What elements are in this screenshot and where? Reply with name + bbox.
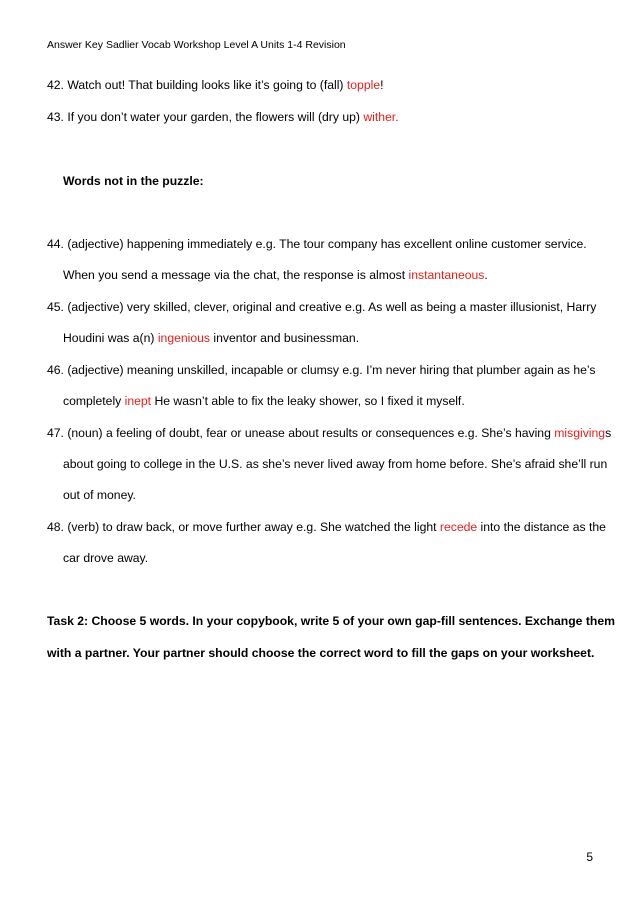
q48-line1 xyxy=(47,519,606,535)
q48-answer: recede xyxy=(439,520,478,534)
document-header: Answer Key Sadlier Vocab Workshop Level A Units 1-4 Revision xyxy=(47,39,346,51)
q45-line2-after: inventor and businessman. xyxy=(210,331,360,345)
question-42 xyxy=(47,77,384,93)
q44-line2-after: . xyxy=(484,268,488,282)
q46-line2-before: completely xyxy=(63,394,125,408)
q42-after: ! xyxy=(380,78,384,92)
q44-answer: instantaneous xyxy=(408,268,485,282)
task2-line2: with a partner. Your partner should choose the correct word to fill the gaps on your worksheet. xyxy=(47,646,595,660)
q45-line2 xyxy=(63,330,359,346)
page-number: 5 xyxy=(586,850,593,864)
q42-answer: topple xyxy=(346,78,381,92)
q47-line1-before: 47. (noun) a feeling of doubt, fear or unease about results or consequences e.g. She’s having xyxy=(47,426,555,440)
task2-line1: Task 2: Choose 5 words. In your copybook, write 5 of your own gap-fill sentences. Exchange them xyxy=(47,614,615,628)
q47-line1-after: s xyxy=(605,426,612,440)
q45-answer: ingenious xyxy=(157,331,211,345)
q44-line1: 44. (adjective) happening immediately e.g. The tour company has excellent online customer service. xyxy=(47,237,587,251)
q46-line1: 46. (adjective) meaning unskilled, incapable or clumsy e.g. I’m never hiring that plumber again as he’s xyxy=(47,363,596,377)
q46-answer: inept xyxy=(124,394,152,408)
q43-answer: wither. xyxy=(363,110,399,124)
q47-line1 xyxy=(47,425,611,441)
q46-line2-after: He wasn’t able to fix the leaky shower, so I fixed it myself. xyxy=(151,394,465,408)
q47-line2: about going to college in the U.S. as she’s never lived away from home before. She’s afraid she’ll run xyxy=(63,457,608,471)
q48-line1-before: 48. (verb) to draw back, or move further away e.g. She watched the light xyxy=(47,520,440,534)
q45-line1: 45. (adjective) very skilled, clever, original and creative e.g. As well as being a master illusionist, Harry xyxy=(47,300,597,314)
q45-line2-before: Houdini was a(n) xyxy=(63,331,158,345)
q48-line1-after: into the distance as the xyxy=(477,520,606,534)
q46-line2 xyxy=(63,393,465,409)
q44-line2-before: When you send a message via the chat, the response is almost xyxy=(63,268,409,282)
q47-line3: out of money. xyxy=(63,488,136,502)
question-43 xyxy=(47,109,399,125)
q43-text: 43. If you don’t water your garden, the flowers will (dry up) xyxy=(47,110,364,124)
section-title: Words not in the puzzle: xyxy=(63,174,204,188)
q47-answer: misgiving xyxy=(554,426,606,440)
q44-line2 xyxy=(63,267,488,283)
q48-line2: car drove away. xyxy=(63,551,149,565)
q42-text: 42. Watch out! That building looks like it’s going to (fall) xyxy=(47,78,347,92)
